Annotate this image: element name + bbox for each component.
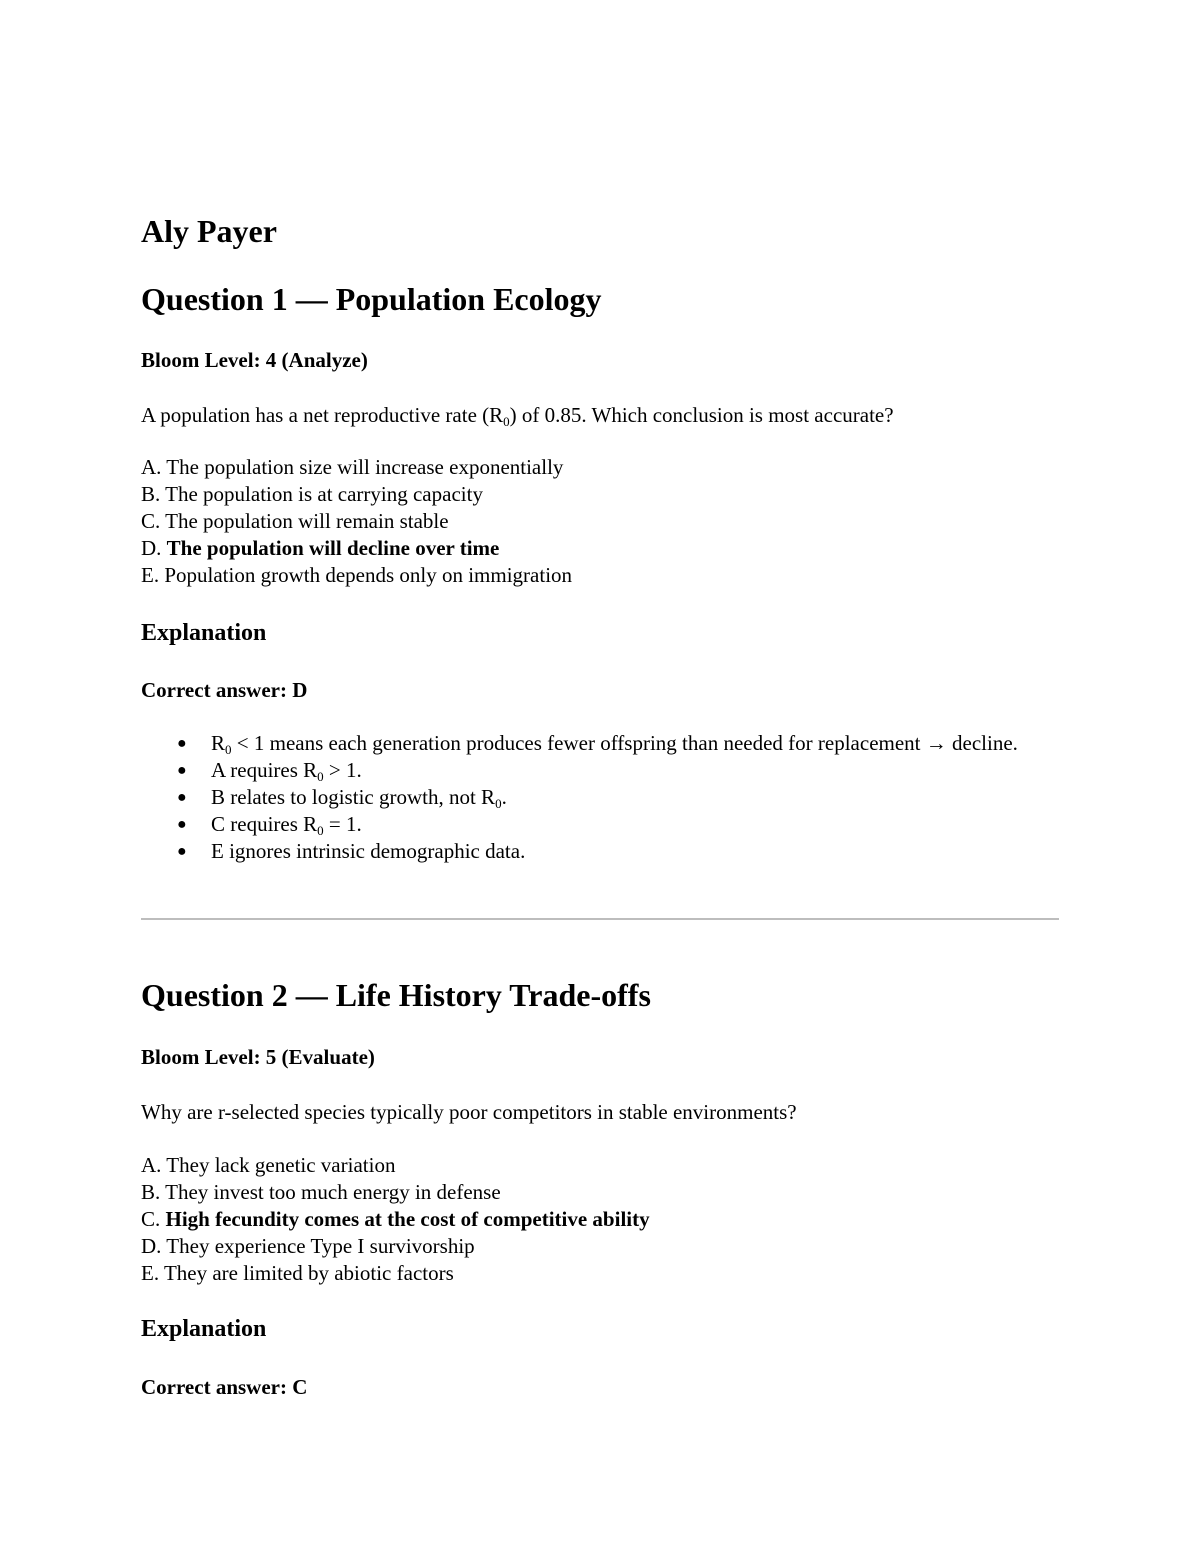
option-e [141, 1260, 650, 1287]
question-1-title: Question 1 — Population Ecology [141, 281, 602, 317]
subscript: 0 [495, 796, 502, 811]
option-letter: D. [141, 1234, 162, 1258]
option-letter: A. [141, 1153, 162, 1177]
option-b [141, 481, 572, 508]
option-text: They experience Type I survivorship [166, 1234, 475, 1258]
option-b [141, 1179, 650, 1206]
question-1-options [141, 454, 572, 589]
option-letter: E. [141, 1261, 160, 1285]
option-letter: A. [141, 455, 162, 479]
subscript: 0 [503, 414, 510, 429]
question-2-explanation-heading: Explanation [141, 1316, 267, 1342]
bullet-item: ● $R_0 < 1$ means each generation produces fewer offspring than needed for replacement → decline. [177, 731, 1018, 757]
question-1-bloom-level: Bloom Level: 4 (Analyze) [141, 348, 368, 372]
option-text: They lack genetic variation [166, 1153, 396, 1177]
option-a [141, 1152, 650, 1179]
question-1-explanation-heading: Explanation [141, 620, 267, 646]
option-text: The population will remain stable [165, 509, 449, 533]
bullet-icon: ● [177, 816, 187, 833]
question-2-correct-answer: Correct answer: C [141, 1375, 308, 1399]
option-text: Population growth depends only on immigration [164, 563, 573, 587]
bullet-icon: ● [177, 843, 187, 860]
bullet-item: ● C requires $R_0 = 1$. [177, 812, 362, 838]
author-name: Aly Payer [141, 213, 277, 249]
question-2-stem [141, 1097, 797, 1127]
option-text: They are limited by abiotic factors [163, 1261, 454, 1285]
option-c [141, 1206, 650, 1233]
bullet-icon: ● [177, 735, 187, 752]
option-a [141, 454, 572, 481]
option-c [141, 508, 572, 535]
bullet-icon: ● [177, 762, 187, 779]
option-e [141, 562, 572, 589]
subscript: 0 [317, 823, 324, 838]
bullet-icon: ● [177, 789, 187, 806]
option-text: The population is at carrying capacity [165, 482, 483, 506]
question-1-correct-answer: Correct answer: D [141, 678, 308, 702]
question-1-stem [141, 400, 894, 430]
option-letter: C. [141, 1207, 161, 1231]
stem-text: Why are r-selected species typically poor competitors in stable environments? [141, 1100, 797, 1124]
subscript: 0 [317, 769, 324, 784]
stem-text: A population has a net reproductive rate (R [141, 403, 504, 427]
option-letter: D. [141, 536, 162, 560]
horizontal-divider [141, 918, 1059, 920]
option-text-correct: The population will decline over time [166, 536, 500, 560]
option-text-correct: High fecundity comes at the cost of competitive ability [165, 1207, 650, 1231]
question-2-options [141, 1152, 650, 1287]
bullet-item: ● B relates to logistic growth, not $R_0$. [177, 785, 507, 811]
option-letter: E. [141, 563, 160, 587]
question-2-bloom-level: Bloom Level: 5 (Evaluate) [141, 1045, 375, 1069]
option-letter: B. [141, 1180, 161, 1204]
stem-text: ) of 0.85. Which conclusion is most accurate? [509, 403, 894, 427]
question-2-title: Question 2 — Life History Trade-offs [141, 977, 651, 1013]
option-d [141, 535, 572, 562]
bullet-item: ● E ignores intrinsic demographic data. [177, 839, 526, 863]
option-letter: C. [141, 509, 161, 533]
bullet-item: ● A requires $R_0 > 1$. [177, 758, 362, 784]
option-text: They invest too much energy in defense [165, 1180, 501, 1204]
option-letter: B. [141, 482, 161, 506]
subscript: 0 [225, 742, 232, 757]
option-d [141, 1233, 650, 1260]
option-text: The population size will increase exponentially [166, 455, 564, 479]
question-1-explanation-bullets [141, 730, 1059, 865]
